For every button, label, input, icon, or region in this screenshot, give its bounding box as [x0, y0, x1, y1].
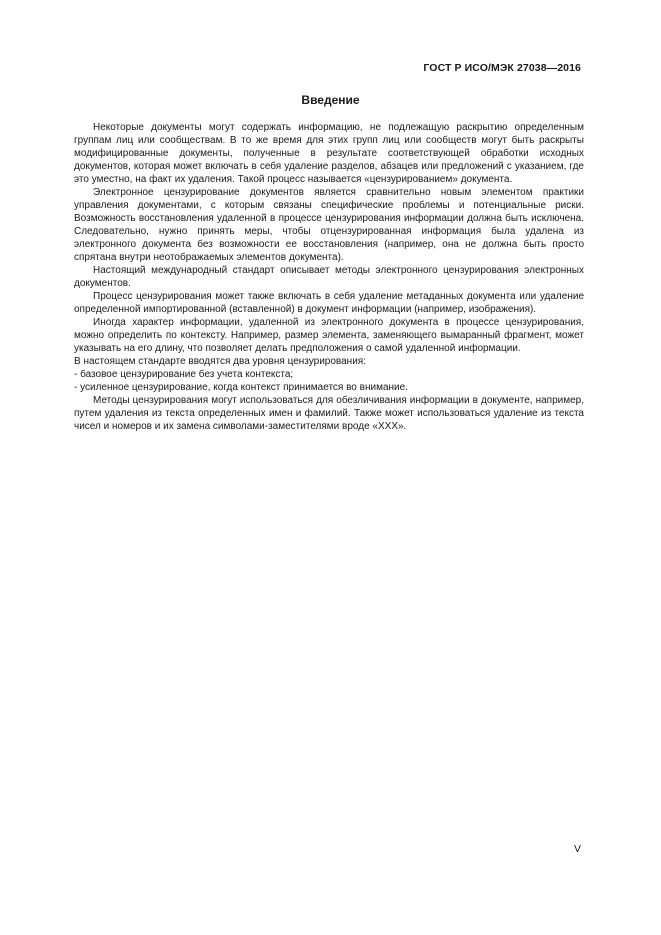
list-item: - усиленное цензурирование, когда контекст принимается во внимание. [74, 382, 408, 393]
paragraph: Методы цензурирования могут использоваться для обезличивания информации в документе, например, путем удаления из текста определенных имен и фамилий. Также может использоваться удаление из текста чисел и номеров и их замена символами-заместителями вроде «XXX». [74, 395, 584, 432]
list-item: - базовое цензурирование без учета контекста; [74, 369, 294, 380]
levels-list [74, 368, 584, 394]
paragraph: Иногда характер информации, удаленной из электронного документа в процессе цензурирования, можно определить по контексту. Например, размер элемента, заменяющего вымаранный фрагмент, может указывать на его длину, что позволяет делать предположения о самой удаленной информации. [74, 317, 584, 354]
paragraph: Процесс цензурирования может также включать в себя удаление метаданных документа или удаление определенной импортированной (вставленной) в документ информации (например, изображения). [74, 291, 584, 315]
levels-intro: В настоящем стандарте вводятся два уровня цензурирования: [74, 356, 366, 367]
paragraph: Настоящий международный стандарт описывает методы электронного цензурирования электронных документов. [74, 265, 584, 289]
document-body [74, 121, 584, 433]
standard-code: ГОСТ Р ИСО/МЭК 27038—2016 [423, 62, 581, 74]
page-number: V [573, 843, 581, 855]
section-title: Введение [301, 93, 360, 107]
paragraph: Некоторые документы могут содержать информацию, не подлежащую раскрытию определенным группам лиц или сообществам. В то же время для этих групп лиц или сообществ могут быть раскрыты модифицированные документы, полученные в результате соответствующей обработки исходных документов, которая может включать в себя удаление разделов, абзацев или предложений с указанием, где это уместно, на факт их удаления. Такой процесс называется «цензурированием» документа. [74, 122, 584, 185]
paragraph: Электронное цензурирование документов является сравнительно новым элементом практики управления документами, с которым связаны специфические проблемы и потенциальные риски. Возможность восстановления удаленной в процессе цензурирования информации должна быть исключена. Следовательно, нужно принять меры, чтобы отцензурированная информация была удалена из электронного документа без возможности ее восстановления (например, она не должна быть просто спрятана внутри неотображаемых элементов документа). [74, 187, 584, 263]
